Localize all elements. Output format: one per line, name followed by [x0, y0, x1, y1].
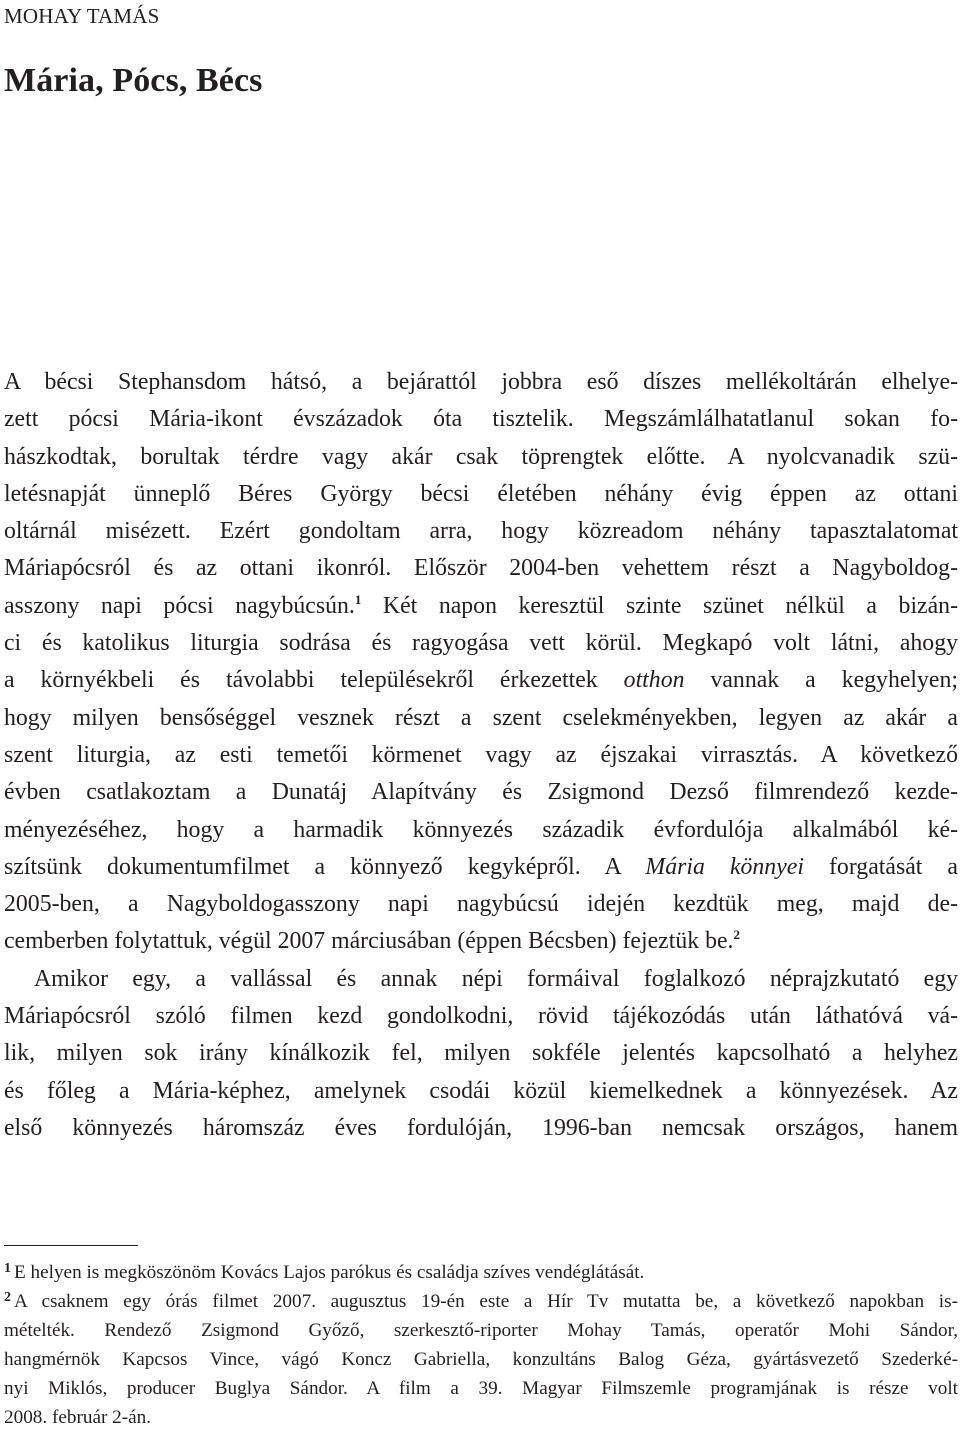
- text-run: Máriapócsról és az ottani ikonról. Először 2004-ben vehettem részt a Nagyboldog-: [4, 555, 958, 582]
- footnote-text: A csaknem egy órás filmet 2007. augusztus 19-én este a Hír Tv mutatta be, a következő napokban is-: [14, 1291, 958, 1312]
- footnotes: [4, 1258, 958, 1432]
- footnote-text: E helyen is megköszönöm Kovács Lajos parókus és családja szíves vendéglátását.: [14, 1262, 645, 1283]
- italic-text: otthon: [623, 667, 685, 694]
- text-run: szítsünk dokumentumfilmet a könnyező kegyképről. A: [4, 853, 646, 880]
- body-line: [4, 1035, 958, 1072]
- text-run: asszony napi pócsi nagybúcsún.: [4, 592, 355, 619]
- body-line: [4, 364, 958, 401]
- footnote-line: [4, 1258, 958, 1287]
- body-line: [4, 550, 958, 587]
- author-name: MOHAY TAMÁS: [4, 4, 160, 28]
- footnote-line: [4, 1345, 958, 1374]
- text-run: és főleg a Mária-képhez, amelynek csodái közül kiemelkednek a könnyezések. Az: [4, 1077, 958, 1104]
- footnote-divider: [4, 1245, 138, 1246]
- text-run: zett pócsi Mária-ikont évszázadok óta tisztelik. Megszámlálhatatlanul sokan fo-: [4, 406, 958, 433]
- text-run: cemberben folytattuk, végül 2007 márciusában (éppen Bécsben) fejeztük be.: [4, 928, 734, 955]
- text-run: szent liturgia, az esti temetői körmenet vagy az éjszakai virrasztás. A következő: [4, 741, 958, 768]
- body-line: [4, 961, 958, 998]
- text-run: hogy milyen bensőséggel vesznek részt a szent cselekményekben, legyen az akár a: [4, 704, 958, 731]
- text-run: vannak a kegyhelyen;: [684, 667, 958, 694]
- body-line: [4, 439, 958, 476]
- text-run: ci és katolikus liturgia sodrása és ragyogása vett körül. Megkapó volt látni, ahogy: [4, 630, 958, 657]
- body-line: [4, 662, 958, 699]
- footnote-line: [4, 1316, 958, 1345]
- text-run: oltárnál misézett. Ezért gondoltam arra, hogy közreadom néhány tapasztalatomat: [4, 518, 958, 545]
- footnote-text: 2008. február 2-án.: [4, 1407, 152, 1428]
- text-run: 2005-ben, a Nagyboldogasszony napi nagybúcsú idején kezdtük meg, majd de-: [4, 891, 958, 918]
- text-run: évben csatlakoztam a Dunatáj Alapítvány és Zsigmond Dezső filmrendező kezde-: [4, 779, 958, 806]
- text-run: letésnapját ünneplő Béres György bécsi életében néhány évig éppen az ottani: [4, 480, 958, 507]
- text-run: első könnyezés háromszáz éves fordulóján, 1996-ban nemcsak országos, hanem: [4, 1114, 958, 1141]
- body-line: [4, 774, 958, 811]
- footnote-line: [4, 1287, 958, 1316]
- text-run: Két napon keresztül szinte szünet nélkül a bizán-: [361, 592, 958, 619]
- body-line: [4, 1110, 958, 1147]
- body-line: [4, 513, 958, 550]
- body-line: [4, 886, 958, 923]
- body-text: [4, 364, 958, 1147]
- footnote-line: [4, 1403, 958, 1432]
- body-line: [4, 998, 958, 1035]
- footnote-line: [4, 1374, 958, 1403]
- footnote-text: hangmérnök Kapcsos Vince, vágó Koncz Gabriella, konzultáns Balog Géza, gyártásvezető Szederké-: [4, 1349, 958, 1370]
- body-line: [4, 700, 958, 737]
- footnote-number: 1: [4, 1261, 11, 1276]
- body-line: [4, 923, 958, 960]
- body-line: [4, 812, 958, 849]
- text-run: A bécsi Stephansdom hátsó, a bejárattól jobbra eső díszes mellékoltárán elhelye-: [4, 369, 958, 395]
- footnote-text: nyi Miklós, producer Buglya Sándor. A film a 39. Magyar Filmszemle programjának is része volt: [4, 1378, 958, 1399]
- body-line: [4, 625, 958, 662]
- italic-text: Mária könnyei: [645, 853, 804, 880]
- article-title: Mária, Pócs, Bécs: [4, 62, 263, 99]
- text-run: forgatását a: [803, 853, 958, 880]
- text-run: lik, milyen sok irány kínálkozik fel, milyen sokféle jelentés kapcsolható a helyhez: [4, 1040, 958, 1067]
- text-run: Máriapócsról szóló filmen kezd gondolkodni, rövid tájékozódás után láthatóvá vá-: [4, 1003, 958, 1030]
- text-run: hászkodtak, borultak térdre vagy akár csak töprengtek előtte. A nyolcvanadik szü-: [4, 443, 958, 470]
- body-line: [4, 1073, 958, 1110]
- text-run: a környékbeli és távolabbi településekről érkezettek: [4, 667, 624, 694]
- footnote-text: mételték. Rendező Zsigmond Győző, szerkesztő-riporter Mohay Tamás, operatőr Mohi Sándor,: [4, 1320, 958, 1341]
- text-run: Amikor egy, a vallással és annak népi formáival foglalkozó néprajzkutató egy: [34, 965, 958, 992]
- body-line: [4, 476, 958, 513]
- footnote-reference: 1: [354, 591, 362, 607]
- body-line: [4, 737, 958, 774]
- body-line: [4, 401, 958, 438]
- body-line: [4, 849, 958, 886]
- footnote-reference: 2: [733, 927, 740, 943]
- footnote-number: 2: [4, 1290, 11, 1305]
- text-run: ményezéséhez, hogy a harmadik könnyezés századik évfordulója alkalmából ké-: [4, 816, 958, 843]
- body-line: [4, 588, 958, 625]
